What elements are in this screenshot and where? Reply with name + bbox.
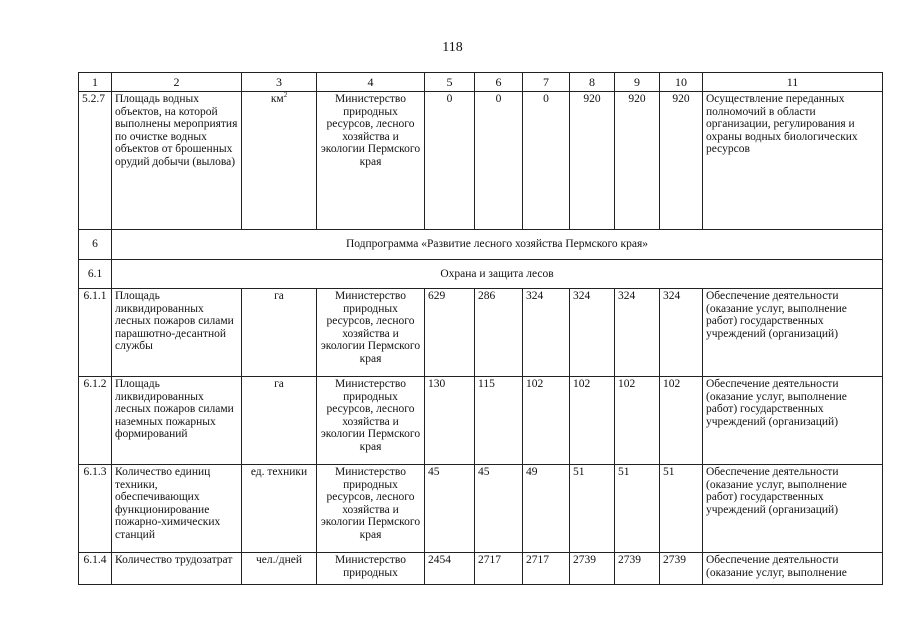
value-cell: 629	[425, 289, 475, 377]
note-cell: Обеспечение деятельности (оказание услуг, выполнение работ) государственных учреждений (организаций)	[703, 465, 883, 553]
unit-superscript: 2	[283, 91, 288, 100]
value-cell: 286	[475, 289, 523, 377]
executor-cell: Министерство природных	[317, 553, 425, 585]
value-cell: 45	[425, 465, 475, 553]
indicator-name: Количество единиц техники, обеспечивающих функционирование пожарно-химических станций	[112, 465, 242, 553]
row-code: 5.2.7	[79, 92, 112, 230]
header-cell: 11	[703, 73, 883, 92]
executor-cell: Министерство природных ресурсов, лесного хозяйства и экологии Пермского края	[317, 465, 425, 553]
table-row	[79, 465, 883, 553]
note-cell: Осуществление переданных полномочий в области организации, регулирования и охраны водных биологических ресурсов	[703, 92, 883, 230]
value-cell: 130	[425, 377, 475, 465]
header-cell: 8	[570, 73, 615, 92]
row-code: 6.1.1	[79, 289, 112, 377]
section-code: 6.1	[79, 260, 112, 289]
value-cell: 115	[475, 377, 523, 465]
row-code: 6.1.3	[79, 465, 112, 553]
unit-text: км	[270, 93, 284, 105]
unit-cell: ед. техники	[242, 465, 317, 553]
section-code: 6	[79, 230, 112, 260]
value-cell: 920	[660, 92, 703, 230]
header-cell: 10	[660, 73, 703, 92]
indicator-name: Количество трудозатрат	[112, 553, 242, 585]
header-row	[79, 73, 883, 92]
page-number: 118	[442, 40, 463, 55]
section-title: Подпрограмма «Развитие лесного хозяйства Пермского края»	[112, 230, 883, 260]
indicator-name: Площадь ликвидированных лесных пожаров силами парашютно-десантной службы	[112, 289, 242, 377]
section-title: Охрана и защита лесов	[112, 260, 883, 289]
executor-cell: Министерство природных ресурсов, лесного хозяйства и экологии Пермского края	[317, 289, 425, 377]
header-cell: 6	[475, 73, 523, 92]
indicator-name: Площадь водных объектов, на которой выполнены мероприятия по очистке водных объектов от брошенных орудий добычи (вылова)	[112, 92, 242, 230]
note-cell: Обеспечение деятельности (оказание услуг, выполнение	[703, 553, 883, 585]
value-cell: 2739	[660, 553, 703, 585]
unit-cell: га	[242, 377, 317, 465]
note-cell: Обеспечение деятельности (оказание услуг, выполнение работ) государственных учреждений (организаций)	[703, 377, 883, 465]
table-row	[79, 553, 883, 585]
header-cell: 9	[615, 73, 660, 92]
value-cell: 2717	[523, 553, 570, 585]
value-cell: 324	[523, 289, 570, 377]
value-cell: 102	[660, 377, 703, 465]
row-code: 6.1.4	[79, 553, 112, 585]
indicators-table	[78, 72, 883, 585]
section-row	[79, 260, 883, 289]
section-row	[79, 230, 883, 260]
table-row	[79, 377, 883, 465]
header-cell: 7	[523, 73, 570, 92]
table-row	[79, 92, 883, 230]
value-cell: 102	[570, 377, 615, 465]
row-code: 6.1.2	[79, 377, 112, 465]
header-cell: 5	[425, 73, 475, 92]
value-cell: 920	[570, 92, 615, 230]
header-cell: 1	[79, 73, 112, 92]
indicator-name: Площадь ликвидированных лесных пожаров силами наземных пожарных формирований	[112, 377, 242, 465]
header-cell: 4	[317, 73, 425, 92]
value-cell: 0	[523, 92, 570, 230]
value-cell: 0	[425, 92, 475, 230]
value-cell: 0	[475, 92, 523, 230]
unit-cell: га	[242, 289, 317, 377]
value-cell: 2739	[615, 553, 660, 585]
header-cell: 2	[112, 73, 242, 92]
value-cell: 324	[570, 289, 615, 377]
table-row	[79, 289, 883, 377]
value-cell: 324	[615, 289, 660, 377]
value-cell: 2717	[475, 553, 523, 585]
note-cell: Обеспечение деятельности (оказание услуг, выполнение работ) государственных учреждений (организаций)	[703, 289, 883, 377]
value-cell: 49	[523, 465, 570, 553]
value-cell: 102	[523, 377, 570, 465]
value-cell: 102	[615, 377, 660, 465]
value-cell: 920	[615, 92, 660, 230]
value-cell: 2454	[425, 553, 475, 585]
unit-cell: чел./дней	[242, 553, 317, 585]
executor-cell: Министерство природных ресурсов, лесного хозяйства и экологии Пермского края	[317, 92, 425, 230]
value-cell: 45	[475, 465, 523, 553]
value-cell: 51	[615, 465, 660, 553]
unit-cell	[242, 92, 317, 230]
executor-cell: Министерство природных ресурсов, лесного хозяйства и экологии Пермского края	[317, 377, 425, 465]
value-cell: 2739	[570, 553, 615, 585]
header-cell: 3	[242, 73, 317, 92]
value-cell: 51	[660, 465, 703, 553]
value-cell: 324	[660, 289, 703, 377]
value-cell: 51	[570, 465, 615, 553]
